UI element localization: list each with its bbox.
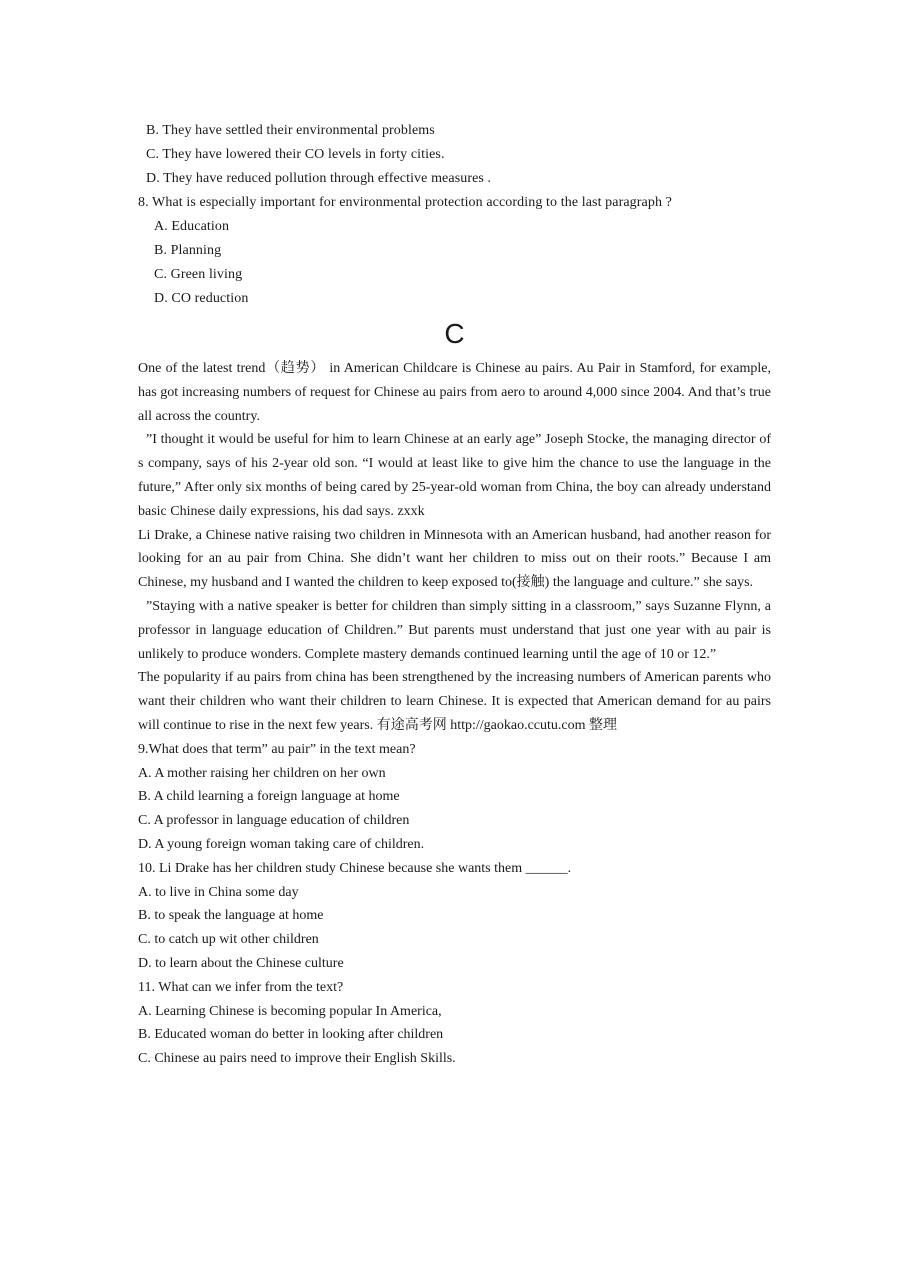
option-b: B. A child learning a foreign language at home <box>138 789 400 805</box>
option-d: D. A young foreign woman taking care of children. <box>138 836 425 852</box>
option-c: C. A professor in language education of children <box>138 813 410 829</box>
passage-paragraph-2: ”I thought it would be useful for him to learn Chinese at an early age” Joseph Stocke, the managing director of s company, says of his 2-year old son. “I would at least like to give him the chance to use the language in the future,” After only six months of being cared by 25-year-old woman from China, the boy can already understand basic Chinese daily expressions, his dad says. zxxk <box>138 432 771 519</box>
option-d: D. They have reduced pollution through effective measures . <box>146 171 492 186</box>
section-heading: C <box>444 318 465 349</box>
option-c: C. They have lowered their CO levels in forty cities. <box>146 147 445 162</box>
question-9 <box>138 738 771 857</box>
option-d: D. CO reduction <box>154 291 249 306</box>
option-b: B. Educated woman do better in looking after children <box>138 1027 444 1043</box>
option-b: B. to speak the language at home <box>138 908 324 924</box>
question-10 <box>138 857 771 976</box>
document-page <box>138 119 771 1071</box>
option-c: C. Chinese au pairs need to improve their English Skills. <box>138 1051 456 1067</box>
option-c: C. to catch up wit other children <box>138 932 319 948</box>
passage-paragraph-5: The popularity if au pairs from china has been strengthened by the increasing numbers of American parents who want their children who want their children to learn Chinese. It is expected that American demand for au pairs will continue to rise in the next few years. 有途高考网 http://gaokao.ccutu.com 整理 <box>138 670 771 733</box>
previous-question-options <box>138 119 771 191</box>
option-a: A. A mother raising her children on her own <box>138 765 386 781</box>
option-a: A. Education <box>154 219 230 234</box>
option-d: D. to learn about the Chinese culture <box>138 955 344 971</box>
passage-paragraph-1: One of the latest trend（趋势） in American Childcare is Chinese au pairs. Au Pair in Stamford, for example, has got increasing numbers of request for Chinese au pairs from aero to around 4,000 since 2004. And that’s true all across the country. <box>138 361 771 424</box>
option-a: A. to live in China some day <box>138 884 299 900</box>
passage-paragraph-4: ”Staying with a native speaker is better for children than simply sitting in a classroom,” says Suzanne Flynn, a professor in language education of Children.” But parents must understand that just one year with au pair is unlikely to produce wonders. Complete mastery demands continued learning until the age of 10 or 12.” <box>138 598 771 662</box>
passage-paragraph-3: Li Drake, a Chinese native raising two children in Minnesota with an American husband, had another reason for looking for an au pair from China. She didn’t want her children to miss out on their roots.” Because I am Chinese, my husband and I wanted the children to keep exposed to(接触) the language and culture.” she says. <box>138 527 771 591</box>
option-a: A. Learning Chinese is becoming popular In America, <box>138 1003 442 1019</box>
question-stem: 10. Li Drake has her children study Chinese because she wants them ______. <box>138 860 572 876</box>
question-stem: 11. What can we infer from the text? <box>138 979 344 995</box>
option-b: B. They have settled their environmental problems <box>146 123 435 138</box>
question-11 <box>138 976 771 1071</box>
question-8 <box>138 191 771 311</box>
reading-passage <box>138 357 771 738</box>
question-stem: 9.What does that term” au pair” in the text mean? <box>138 741 416 757</box>
option-c: C. Green living <box>154 267 243 282</box>
question-stem: 8. What is especially important for environmental protection according to the last paragraph ? <box>138 195 672 210</box>
option-b: B. Planning <box>154 243 222 258</box>
